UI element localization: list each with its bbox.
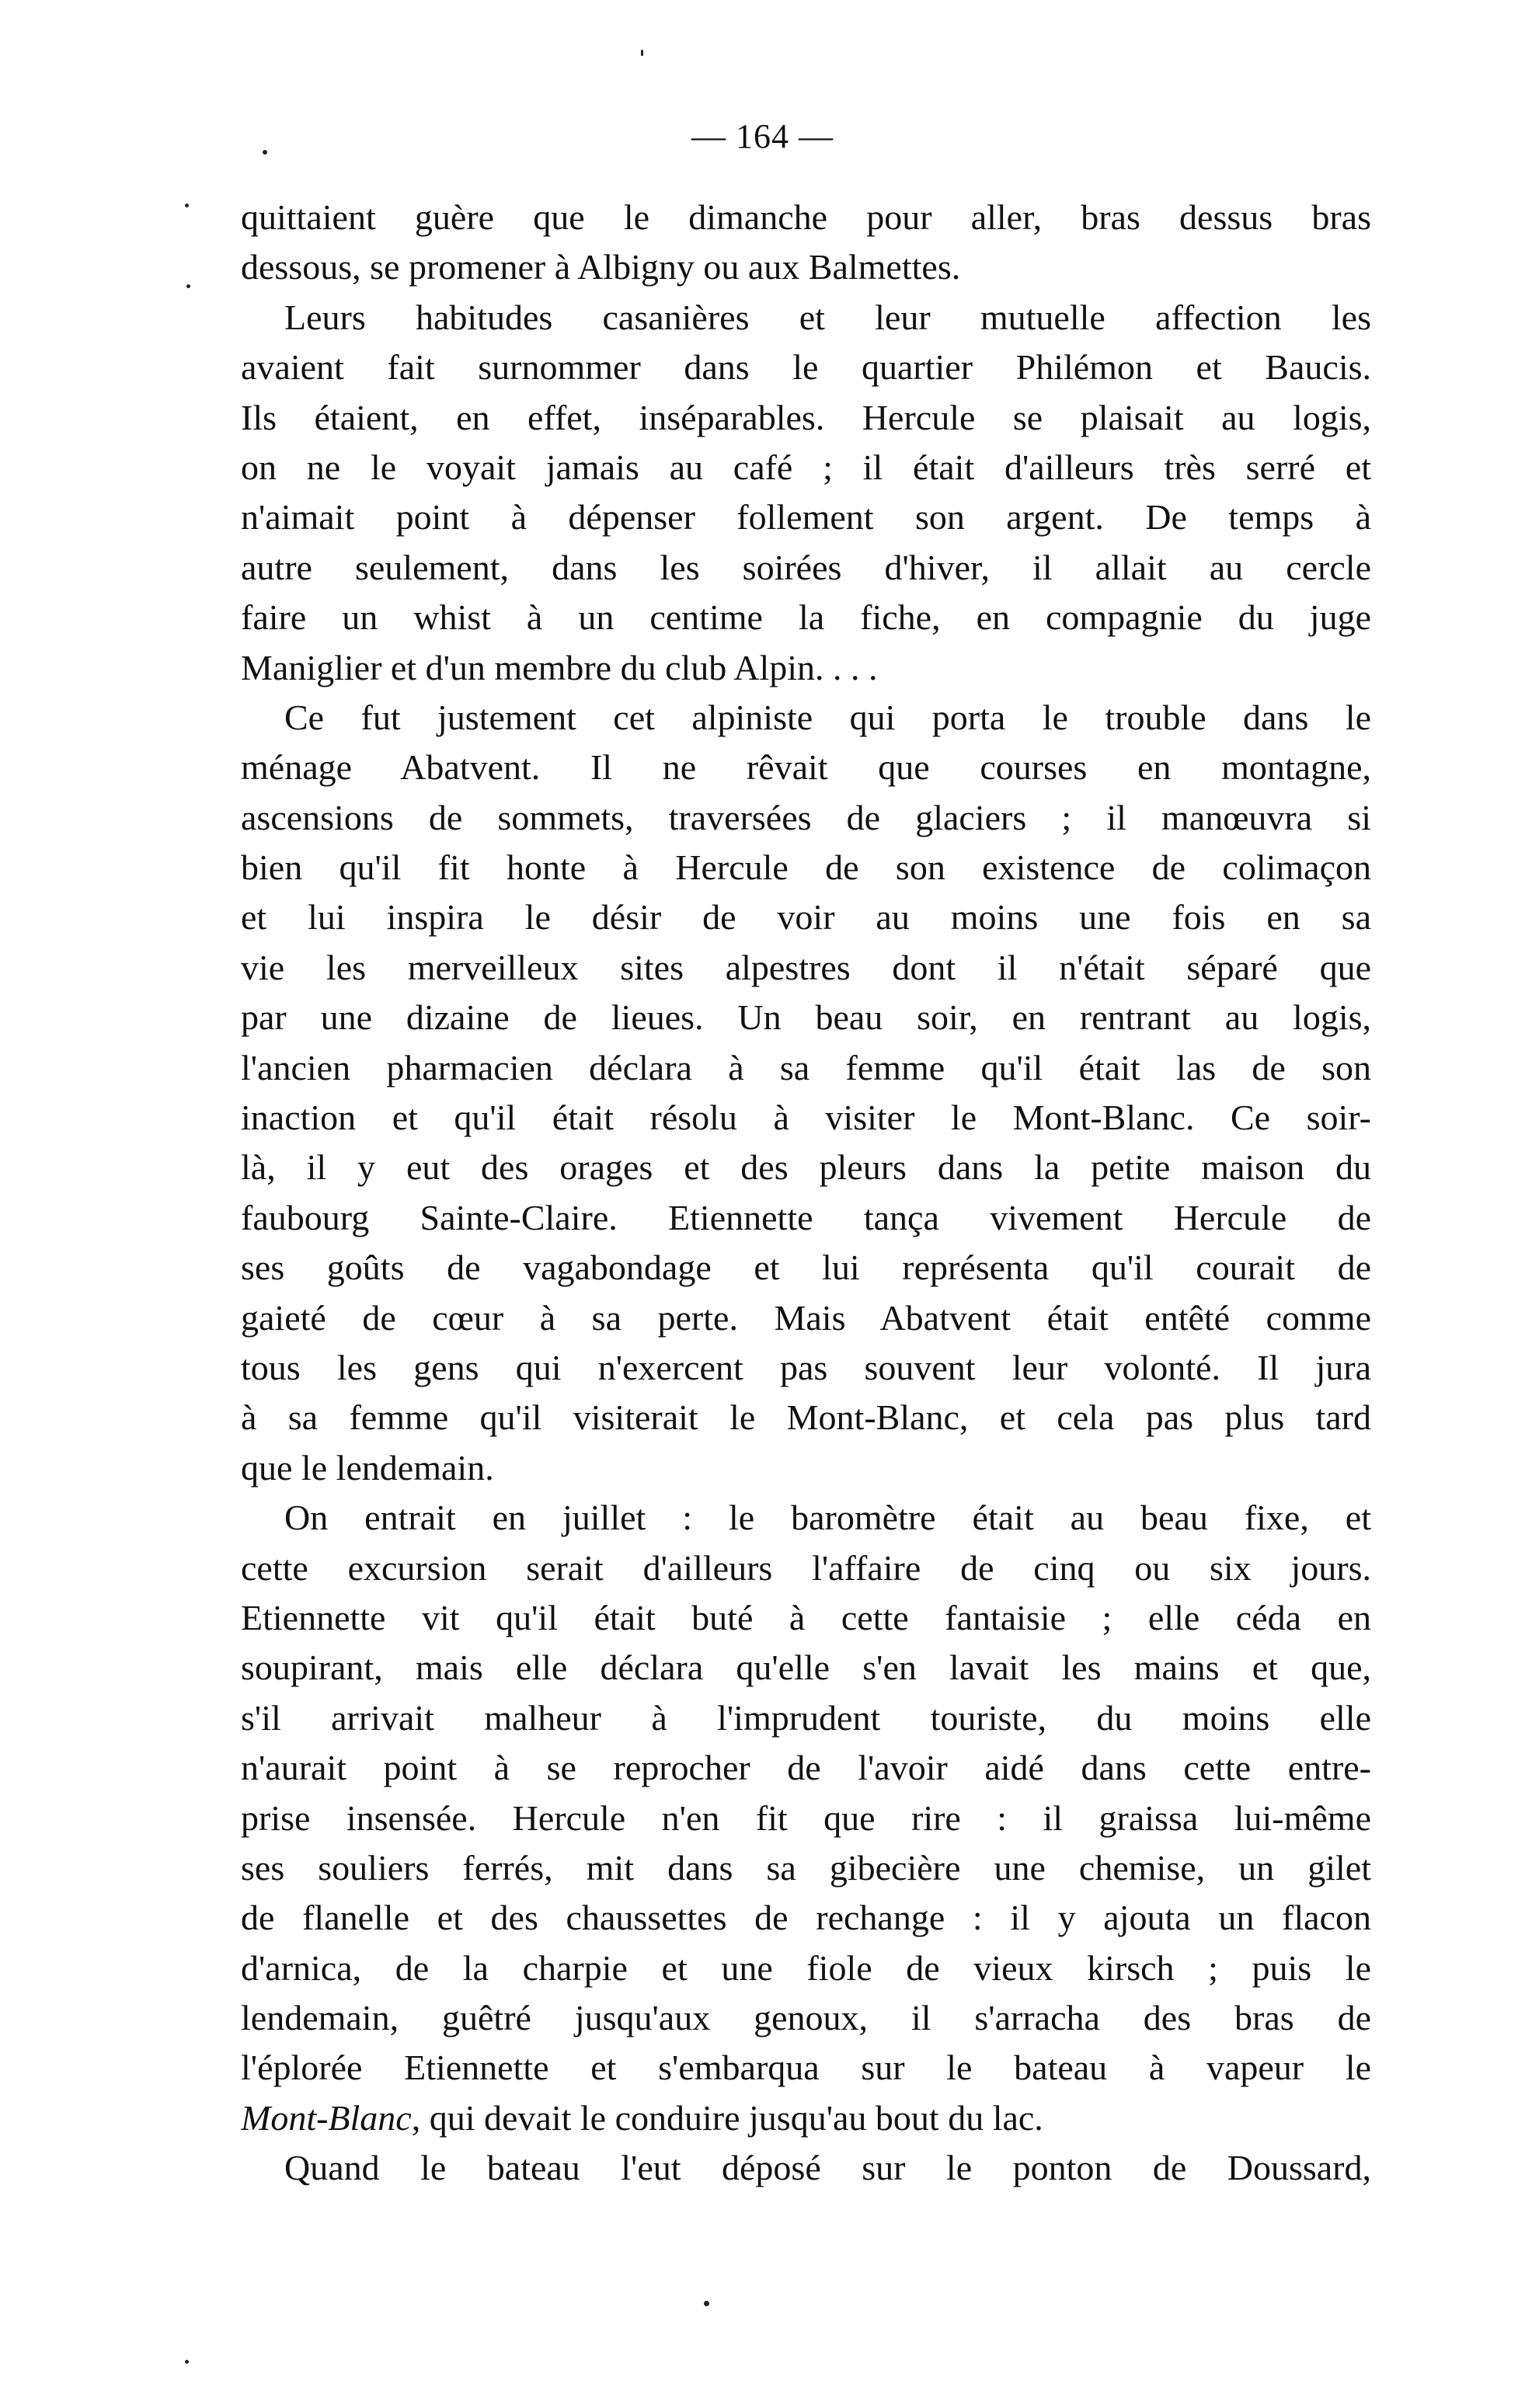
ink-speck — [186, 284, 190, 288]
text-line: cette excursion serait d'ailleurs l'affaire de cinq ou six jours. — [241, 1547, 1371, 1588]
text-line: de flanelle et des chaussettes de rechange : il y ajouta un flacon — [241, 1898, 1371, 1938]
text-line: faire un whist à un centime la fiche, en compagnie du juge — [241, 597, 1371, 638]
page-number: — 164 — — [691, 117, 834, 155]
text-line: vie les merveilleux sites alpestres dont il n'était séparé que — [241, 947, 1371, 987]
text-line: Maniglier et d'un membre du club Alpin. . . . — [241, 647, 878, 687]
italic-title: Mont-Blanc — [241, 2097, 412, 2138]
text-line: que le lendemain. — [241, 1447, 494, 1488]
text-line: bien qu'il fit honte à Hercule de son existence de colimaçon — [241, 847, 1371, 888]
text-line: par une dizaine de lieues. Un beau soir, en rentrant au logis, — [241, 997, 1371, 1038]
text-line — [241, 2093, 1371, 2143]
ink-speck — [263, 150, 267, 155]
text-line: Quand le bateau l'eut déposé sur le ponton de Doussard, — [284, 2148, 1371, 2188]
text-line: n'aurait point à se reprocher de l'avoir aidé dans cette entre- — [241, 1748, 1371, 1788]
text-line: ascensions de sommets, traversées de glaciers ; il manœuvra si — [241, 797, 1371, 837]
text-line: inaction et qu'il était résolu à visiter le Mont-Blanc. Ce soir- — [241, 1098, 1371, 1138]
ink-speck — [185, 204, 189, 207]
text-line: et lui inspira le désir de voir au moins une fois en sa — [241, 897, 1371, 938]
text-line: avaient fait surnommer dans le quartier Philémon et Baucis. — [241, 347, 1371, 388]
text-line: Etiennette vit qu'il était buté à cette fantaisie ; elle céda en — [241, 1597, 1371, 1637]
text-line: ses goûts de vagabondage et lui représenta qu'il courait de — [241, 1247, 1371, 1288]
text-line: d'arnica, de la charpie et une fiole de vieux kirsch ; puis le — [241, 1947, 1371, 1988]
text-line: lendemain, guêtré jusqu'aux genoux, il s'arracha des bras de — [241, 1998, 1371, 2038]
ink-speck — [185, 2360, 189, 2364]
text-line: s'il arrivait malheur à l'imprudent touriste, du moins elle — [241, 1697, 1371, 1738]
text-line: gaieté de cœur à sa perte. Mais Abatvent était entêté comme — [241, 1297, 1371, 1338]
text-line: Ils étaient, en effet, inséparables. Hercule se plaisait au logis, — [241, 397, 1371, 437]
text-line-rest: , qui devait le conduire jusqu'au bout du lac. — [411, 2097, 1043, 2138]
text-line: autre seulement, dans les soirées d'hiver, il allait au cercle — [241, 547, 1371, 587]
text-line: tous les gens qui n'exercent pas souvent leur volonté. Il jura — [241, 1347, 1371, 1387]
text-line: faubourg Sainte-Claire. Etiennette tança vivement Hercule de — [241, 1197, 1371, 1237]
ink-speck — [704, 2301, 709, 2306]
text-line: soupirant, mais elle déclara qu'elle s'en lavait les mains et que, — [241, 1648, 1371, 1688]
text-line: On entrait en juillet : le baromètre était au beau fixe, et — [284, 1498, 1371, 1538]
text-line: ménage Abatvent. Il ne rêvait que courses en montagne, — [241, 747, 1371, 788]
text-line: là, il y eut des orages et des pleurs dans la petite maison du — [241, 1147, 1371, 1188]
text-line: à sa femme qu'il visiterait le Mont-Blanc, et cela pas plus tard — [241, 1397, 1371, 1438]
text-line: l'ancien pharmacien déclara à sa femme qu'il était las de son — [241, 1047, 1371, 1087]
text-line: on ne le voyait jamais au café ; il était d'ailleurs très serré et — [241, 447, 1371, 487]
text-line: l'éplorée Etiennette et s'embarqua sur le bateau à vapeur le — [241, 2048, 1371, 2088]
ink-speck — [641, 50, 643, 56]
text-line: Leurs habitudes casanières et leur mutuelle affection les — [284, 297, 1371, 337]
text-line: ses souliers ferrés, mit dans sa gibecière une chemise, un gilet — [241, 1847, 1371, 1888]
text-line: dessous, se promener à Albigny ou aux Balmettes. — [241, 247, 961, 287]
body-text — [241, 193, 1371, 2194]
text-line: quittaient guère que le dimanche pour aller, bras dessus bras — [241, 197, 1371, 237]
text-line: n'aimait point à dépenser follement son argent. De temps à — [241, 497, 1371, 538]
text-line: Ce fut justement cet alpiniste qui porta le trouble dans le — [284, 697, 1371, 737]
text-line: prise insensée. Hercule n'en fit que rire : il graissa lui-même — [241, 1797, 1371, 1838]
